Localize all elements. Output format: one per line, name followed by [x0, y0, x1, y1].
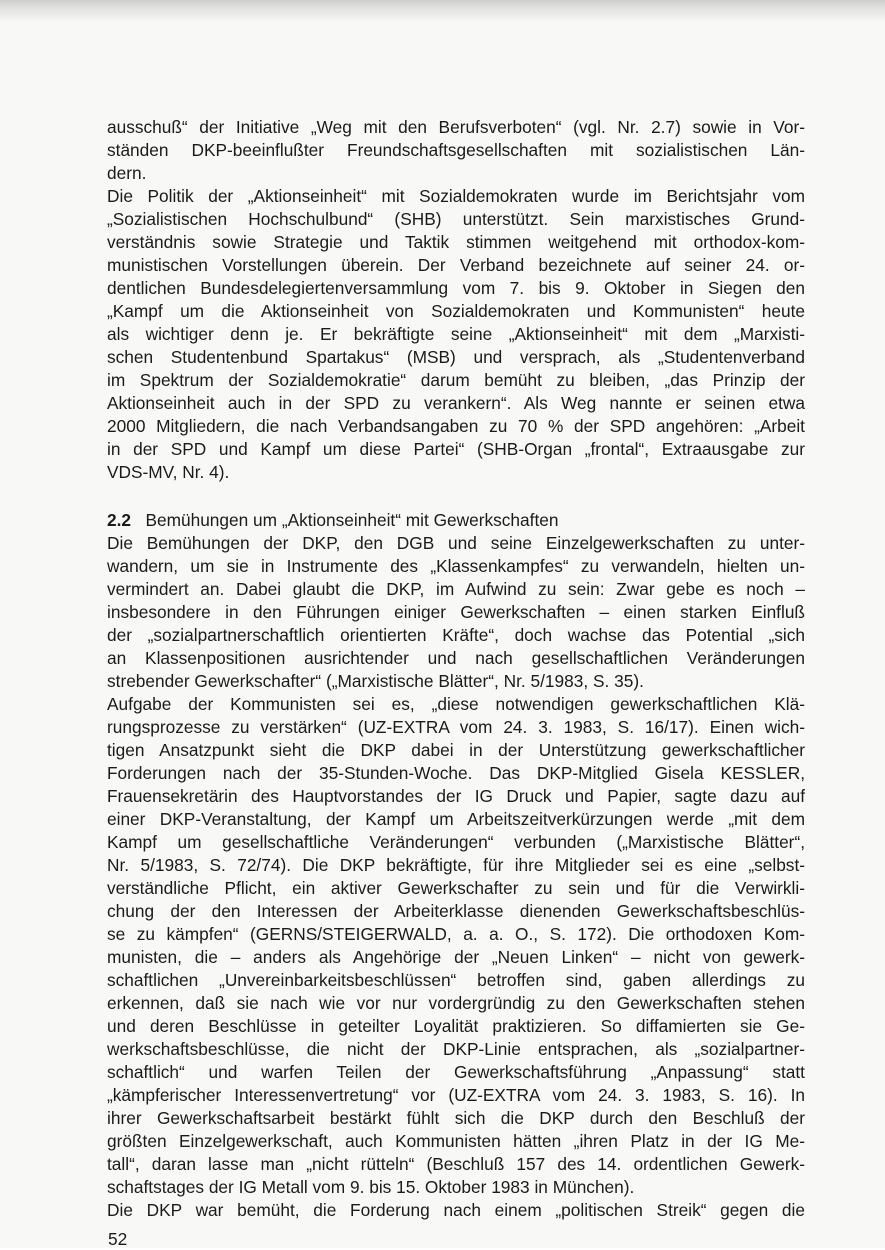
text-line: verständliche Pflicht, ein aktiver Gewerkschafter zu sein und für die Verwirkli- [107, 878, 805, 898]
section-heading [107, 510, 805, 531]
text-line: se zu kämpfen“ (GERNS/STEIGERWALD, a. a. O., S. 172). Die orthodoxen Kom- [107, 924, 805, 944]
text-line: wandern, um sie in Instrumente des „Klassenkampfes“ zu verwandeln, hielten un- [107, 556, 805, 576]
text-line: erkennen, daß sie nach wie vor nur vordergründig zu den Gewerkschaften stehen [107, 993, 805, 1013]
text-line: werkschaftsbeschlüsse, die nicht der DKP-Linie entsprachen, als „sozialpartner- [107, 1039, 805, 1059]
text-line: und deren Beschlüsse in geteilter Loyalität praktizieren. So diffamierten sie Ge- [107, 1016, 805, 1036]
text-line: Nr. 5/1983, S. 72/74). Die DKP bekräftigte, für ihre Mitglieder sei es eine „selbst- [107, 855, 805, 875]
text-line: schaftstages der IG Metall vom 9. bis 15. Oktober 1983 in München). [107, 1177, 635, 1197]
text-line: der „sozialpartnerschaftlich orientierten Kräfte“, doch wachse das Potential „sich [107, 625, 805, 645]
text-line: ausschuß“ der Initiative „Weg mit den Berufsverboten“ (vgl. Nr. 2.7) sowie in Vor- [107, 117, 805, 137]
text-line: schen Studentenbund Spartakus“ (MSB) und versprach, als „Studentenverband [107, 347, 805, 367]
text-line: „Kampf um die Aktionseinheit von Sozialdemokraten und Kommunisten“ heute [107, 301, 805, 321]
text-line: Aufgabe der Kommunisten sei es, „diese notwendigen gewerkschaftlichen Klä- [107, 694, 805, 714]
text-line: dern. [107, 163, 147, 183]
text-line: schaftlichen „Unvereinbarkeitsbeschlüssen“ betroffen sind, gaben allerdings zu [107, 970, 805, 990]
text-line: dentlichen Bundesdelegiertenversammlung vom 7. bis 9. Oktober in Siegen den [107, 278, 805, 298]
text-line: vermindert an. Dabei glaubt die DKP, im Aufwind zu sein: Zwar gebe es noch – [107, 579, 805, 599]
text-line: tall“, daran lasse man „nicht rütteln“ (Beschluß 157 des 14. ordentlichen Gewerk- [107, 1154, 805, 1174]
text-line: ständen DKP-beeinflußter Freundschaftsgesellschaften mit sozialistischen Län- [107, 140, 805, 160]
text-line: einer DKP-Veranstaltung, der Kampf um Arbeitszeitverkürzungen werde „mit dem [107, 809, 805, 829]
text-line: in der SPD und Kampf um diese Partei“ (SHB-Organ „frontal“, Extraausgabe zur [107, 439, 805, 459]
text-line: insbesondere in den Führungen einiger Gewerkschaften – einen starken Einfluß [107, 602, 805, 622]
text-line: Die DKP war bemüht, die Forderung nach einem „politischen Streik“ gegen die [107, 1200, 805, 1220]
text-line: Die Bemühungen der DKP, den DGB und seine Einzelgewerkschaften zu unter- [107, 533, 805, 553]
text-line: an Klassenpositionen ausrichtender und nach gesellschaftlichen Veränderungen [107, 648, 805, 668]
text-line: als wichtiger denn je. Er bekräftigte seine „Aktionseinheit“ mit dem „Marxisti- [107, 324, 805, 344]
text-line: verständnis sowie Strategie und Taktik stimmen weitgehend mit orthodox-kom- [107, 232, 805, 252]
text-line: schaftlich“ und warfen Teilen der Gewerkschaftsführung „Anpassung“ statt [107, 1062, 805, 1082]
scan-top-edge [0, 0, 885, 22]
text-line: im Spektrum der Sozialdemokratie“ darum bemüht zu bleiben, „das Prinzip der [107, 370, 805, 390]
text-line: 2000 Mitgliedern, die nach Verbandsangaben zu 70 % der SPD angehören: „Arbeit [107, 416, 805, 436]
text-line: strebender Gewerkschafter“ („Marxistische Blätter“, Nr. 5/1983, S. 35). [107, 671, 644, 691]
text-line: rungsprozesse zu verstärken“ (UZ-EXTRA vom 24. 3. 1983, S. 16/17). Einen wich- [107, 717, 805, 737]
page-number: 52 [108, 1229, 128, 1249]
text-line: „kämpferischer Interessenvertretung“ vor (UZ-EXTRA vom 24. 3. 1983, S. 16). In [107, 1085, 805, 1105]
text-line: ihrer Gewerkschaftsarbeit bestärkt fühlt sich die DKP durch den Beschluß der [107, 1108, 805, 1128]
text-line: Forderungen nach der 35-Stunden-Woche. Das DKP-Mitglied Gisela KESSLER, [107, 763, 805, 783]
text-line: munistischen Vorstellungen überein. Der Verband bezeichnete auf seiner 24. or- [107, 255, 805, 275]
text-line: chung der den Interessen der Arbeiterklasse dienenden Gewerkschaftsbeschlüs- [107, 901, 805, 921]
text-line: größten Einzelgewerkschaft, auch Kommunisten hätten „ihren Platz in der IG Me- [107, 1131, 805, 1151]
text-line: Frauensekretärin des Hauptvorstandes der IG Druck und Papier, sagte dazu auf [107, 786, 805, 806]
text-line: VDS-MV, Nr. 4). [107, 462, 230, 482]
text-line: munisten, die – anders als Angehörige der „Neuen Linken“ – nicht von gewerk- [107, 947, 805, 967]
text-line: tigen Ansatzpunkt sieht die DKP dabei in der Unterstützung gewerkschaftlicher [107, 740, 805, 760]
text-line: Kampf um gesellschaftliche Veränderungen“ verbunden („Marxistische Blätter“, [107, 832, 805, 852]
section-number: 2.2 [107, 510, 132, 530]
text-line: Die Politik der „Aktionseinheit“ mit Sozialdemokraten wurde im Berichtsjahr vom [107, 186, 805, 206]
section-title: Bemühungen um „Aktionseinheit“ mit Gewerkschaften [145, 510, 559, 530]
text-line: Aktionseinheit auch in der SPD zu verankern“. Als Weg nannte er seinen etwa [107, 393, 805, 413]
text-line: „Sozialistischen Hochschulbund“ (SHB) unterstützt. Sein marxistisches Grund- [107, 209, 805, 229]
